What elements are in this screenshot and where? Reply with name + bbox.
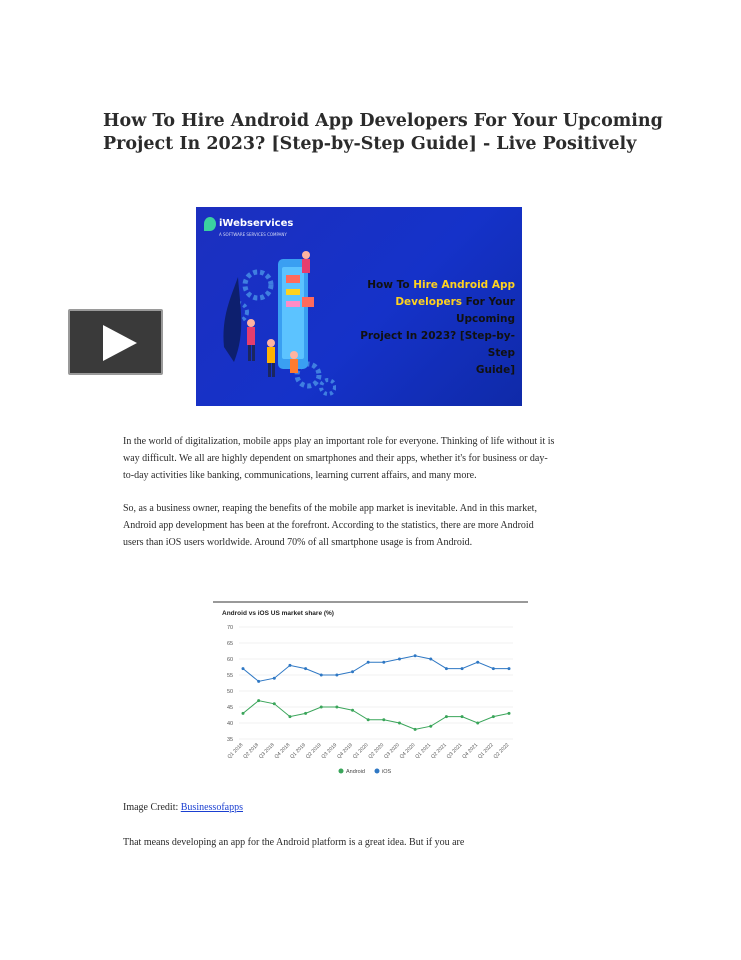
chart-y-tick-label: 70 xyxy=(227,625,234,631)
image-credit-link[interactable]: Businessofapps xyxy=(180,802,243,813)
chart-point-android xyxy=(320,706,323,709)
chart-y-tick-label: 50 xyxy=(227,689,234,695)
market-line: users than iOS users worldwide. Around 70% of all smartphone usage is from Android. xyxy=(123,536,473,548)
chart-point-ios xyxy=(367,661,370,664)
chart-point-ios xyxy=(445,667,448,670)
legend-label-ios: iOS xyxy=(382,769,392,775)
image-credit xyxy=(123,802,243,813)
chart-point-ios xyxy=(476,661,479,664)
chart-point-android xyxy=(414,728,417,731)
page-title xyxy=(103,110,663,156)
chart-point-ios xyxy=(429,658,432,661)
chart-point-android xyxy=(288,715,291,718)
banner-headline xyxy=(335,277,515,379)
page-title-line-1: How To Hire Android App Developers For Your Upcoming xyxy=(103,111,663,131)
chart-point-android xyxy=(429,725,432,728)
market-line: So, as a business owner, reaping the benefits of the mobile app market is inevitable. And in this market, xyxy=(123,503,537,514)
chart-x-tick-label: Q1 2019 xyxy=(289,742,308,760)
chart-y-tick-label: 45 xyxy=(227,705,234,711)
banner-line1-highlight: Hire Android App xyxy=(413,279,515,291)
banner-line2-highlight: For Your Upcoming xyxy=(455,296,515,325)
chart-y-tick-label: 60 xyxy=(227,657,234,663)
chart-series-line-ios xyxy=(243,656,509,682)
chart-title: Android vs iOS US market share (%) xyxy=(222,610,334,617)
chart-x-tick-label: Q4 2020 xyxy=(398,742,417,760)
market-share-chart-svg xyxy=(213,601,528,786)
intro-paragraph xyxy=(123,434,603,484)
chart-point-ios xyxy=(398,658,401,661)
chart-x-tick-label: Q2 2020 xyxy=(367,742,386,760)
chart-point-ios xyxy=(382,661,385,664)
chart-point-ios xyxy=(492,667,495,670)
closing-paragraph: That means developing an app for the Android platform is a great idea. But if you are xyxy=(123,837,465,848)
chart-x-tick-label: Q4 2019 xyxy=(336,742,354,760)
chart-point-android xyxy=(273,702,276,705)
developer-illustration-icon xyxy=(216,237,336,402)
chart-x-tick-label: Q3 2020 xyxy=(383,742,401,760)
chart-x-tick-label: Q1 2018 xyxy=(226,742,245,760)
chart-point-android xyxy=(508,712,511,715)
chart-point-ios xyxy=(335,674,338,677)
chart-point-ios xyxy=(304,667,307,670)
chart-point-ios xyxy=(508,667,511,670)
chart-y-tick-label: 65 xyxy=(227,641,234,647)
chart-point-ios xyxy=(461,667,464,670)
chart-x-tick-label: Q4 2021 xyxy=(461,742,480,760)
chart-y-tick-label: 40 xyxy=(227,721,234,727)
chart-x-tick-label: Q2 2021 xyxy=(430,742,448,760)
market-line: Android app development has been at the forefront. According to the statistics, there are more Android xyxy=(123,519,534,531)
legend-swatch-android xyxy=(339,769,344,774)
chart-point-android xyxy=(257,699,260,702)
chart-point-ios xyxy=(242,667,245,670)
banner-logo-tag: A SOFTWARE SERVICES COMPANY xyxy=(219,232,287,237)
chart-point-ios xyxy=(288,664,291,667)
chart-x-tick-label: Q3 2018 xyxy=(257,742,276,760)
intro-line: to-day activities like banking, communications, learning current affairs, and many more. xyxy=(123,469,477,481)
chart-point-android xyxy=(304,712,307,715)
chart-x-tick-label: Q1 2021 xyxy=(414,742,433,760)
chart-x-tick-label: Q1 2020 xyxy=(351,742,370,760)
chart-x-tick-label: Q3 2019 xyxy=(320,742,339,760)
chart-point-ios xyxy=(257,680,260,683)
banner-logo xyxy=(204,213,293,237)
chart-point-ios xyxy=(273,677,276,680)
chart-point-android xyxy=(351,709,354,712)
chart-point-ios xyxy=(351,670,354,673)
chart-point-android xyxy=(476,722,479,725)
market-share-chart xyxy=(213,601,528,786)
hero-banner-image xyxy=(196,207,522,406)
banner-line1-prefix: How To xyxy=(367,279,414,291)
chart-y-tick-label: 35 xyxy=(227,737,234,743)
video-play-button[interactable] xyxy=(68,309,163,375)
chart-x-tick-label: Q4 2018 xyxy=(273,742,292,760)
chart-point-android xyxy=(461,715,464,718)
chart-point-ios xyxy=(414,654,417,657)
chart-point-android xyxy=(367,718,370,721)
banner-line3: Project In 2023? [Step-by-Step xyxy=(360,330,515,359)
legend-label-android: Android xyxy=(346,769,365,775)
banner-line4: Guide] xyxy=(475,364,515,376)
chart-x-tick-label: Q2 2019 xyxy=(304,742,323,760)
chart-point-android xyxy=(382,718,385,721)
legend-swatch-ios xyxy=(375,769,380,774)
banner-logo-name: iWebservices xyxy=(219,218,294,229)
play-icon xyxy=(103,325,137,361)
chart-point-android xyxy=(335,706,338,709)
chart-x-tick-label: Q2 2022 xyxy=(492,742,511,760)
chart-point-android xyxy=(242,712,245,715)
logo-leaf-icon xyxy=(204,217,216,231)
chart-point-android xyxy=(398,722,401,725)
chart-point-ios xyxy=(320,674,323,677)
banner-line2-prefix: Developers xyxy=(395,296,463,308)
chart-y-tick-label: 55 xyxy=(227,673,234,679)
intro-line: way difficult. We all are highly dependent on smartphones and their apps, whether it's for business or day- xyxy=(123,452,548,464)
chart-series-line-android xyxy=(243,701,509,730)
image-credit-prefix: Image Credit: xyxy=(123,802,181,813)
market-paragraph xyxy=(123,501,603,551)
page-title-line-2: Project In 2023? [Step-by-Step Guide] - Live Positively xyxy=(103,134,637,154)
chart-x-tick-label: Q2 2018 xyxy=(242,742,261,760)
chart-x-tick-label: Q3 2021 xyxy=(445,742,464,760)
intro-line: In the world of digitalization, mobile apps play an important role for everyone. Thinking of life without it is xyxy=(123,436,555,447)
chart-point-android xyxy=(445,715,448,718)
chart-point-android xyxy=(492,715,495,718)
chart-x-tick-label: Q1 2022 xyxy=(476,742,495,760)
